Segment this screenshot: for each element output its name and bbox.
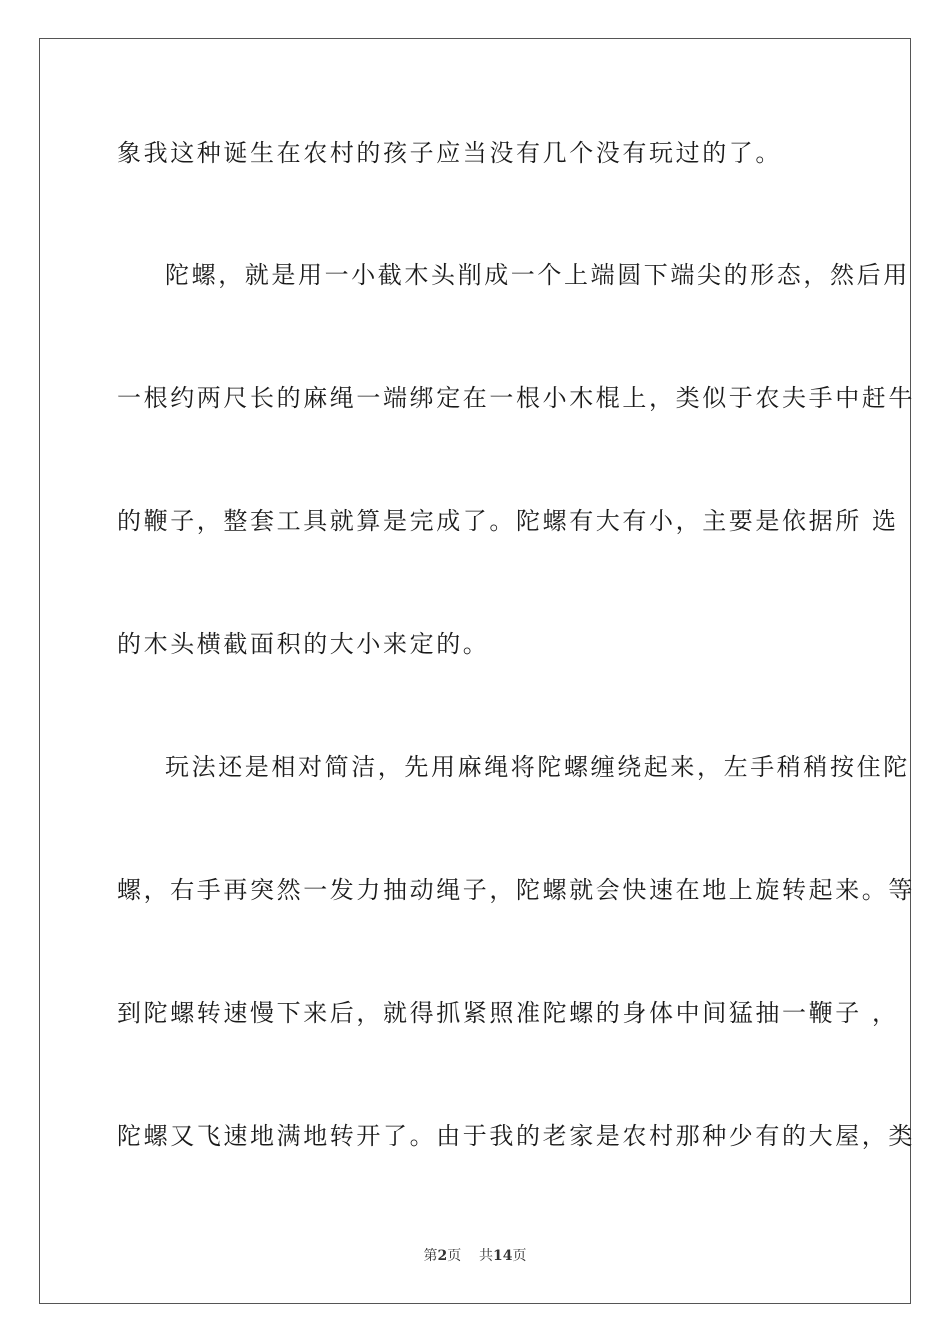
body-line-2: 陀螺，就是用一小截木头削成一个上端圆下端尖的形态，然后用 <box>165 261 910 289</box>
body-line-7: 螺，右手再突然一发力抽动绳子，陀螺就会快速在地上旋转起来。等 <box>117 876 915 904</box>
body-line-9: 陀螺又飞速地满地转开了。由于我的老家是农村那种少有的大屋，类 <box>117 1122 915 1150</box>
body-line-6: 玩法还是相对简洁，先用麻绳将陀螺缠绕起来，左手稍稍按住陀 <box>165 753 910 781</box>
body-line-1: 象我这种诞生在农村的孩子应当没有几个没有玩过的了。 <box>117 139 782 167</box>
footer-total-pages: 14 <box>493 1248 513 1264</box>
body-line-3: 一根约两尺长的麻绳一端绑定在一根小木棍上，类似于农夫手中赶牛 <box>117 384 915 412</box>
body-line-8: 到陀螺转速慢下来后，就得抓紧照准陀螺的身体中间猛抽一鞭子 ， <box>117 999 899 1027</box>
page-border <box>39 38 915 1304</box>
body-line-5: 的木头横截面积的大小来定的。 <box>117 630 490 658</box>
page-footer <box>0 1246 950 1266</box>
footer-total-suffix: 页 <box>512 1248 527 1264</box>
footer-page-prefix: 第 <box>423 1248 438 1264</box>
body-line-4: 的鞭子，整套工具就算是完成了。陀螺有大有小，主要是依据所 选 <box>117 507 899 535</box>
footer-total-prefix: 共 <box>479 1248 494 1264</box>
footer-page-number: 2 <box>437 1248 448 1264</box>
footer-page-suffix: 页 <box>447 1248 462 1264</box>
